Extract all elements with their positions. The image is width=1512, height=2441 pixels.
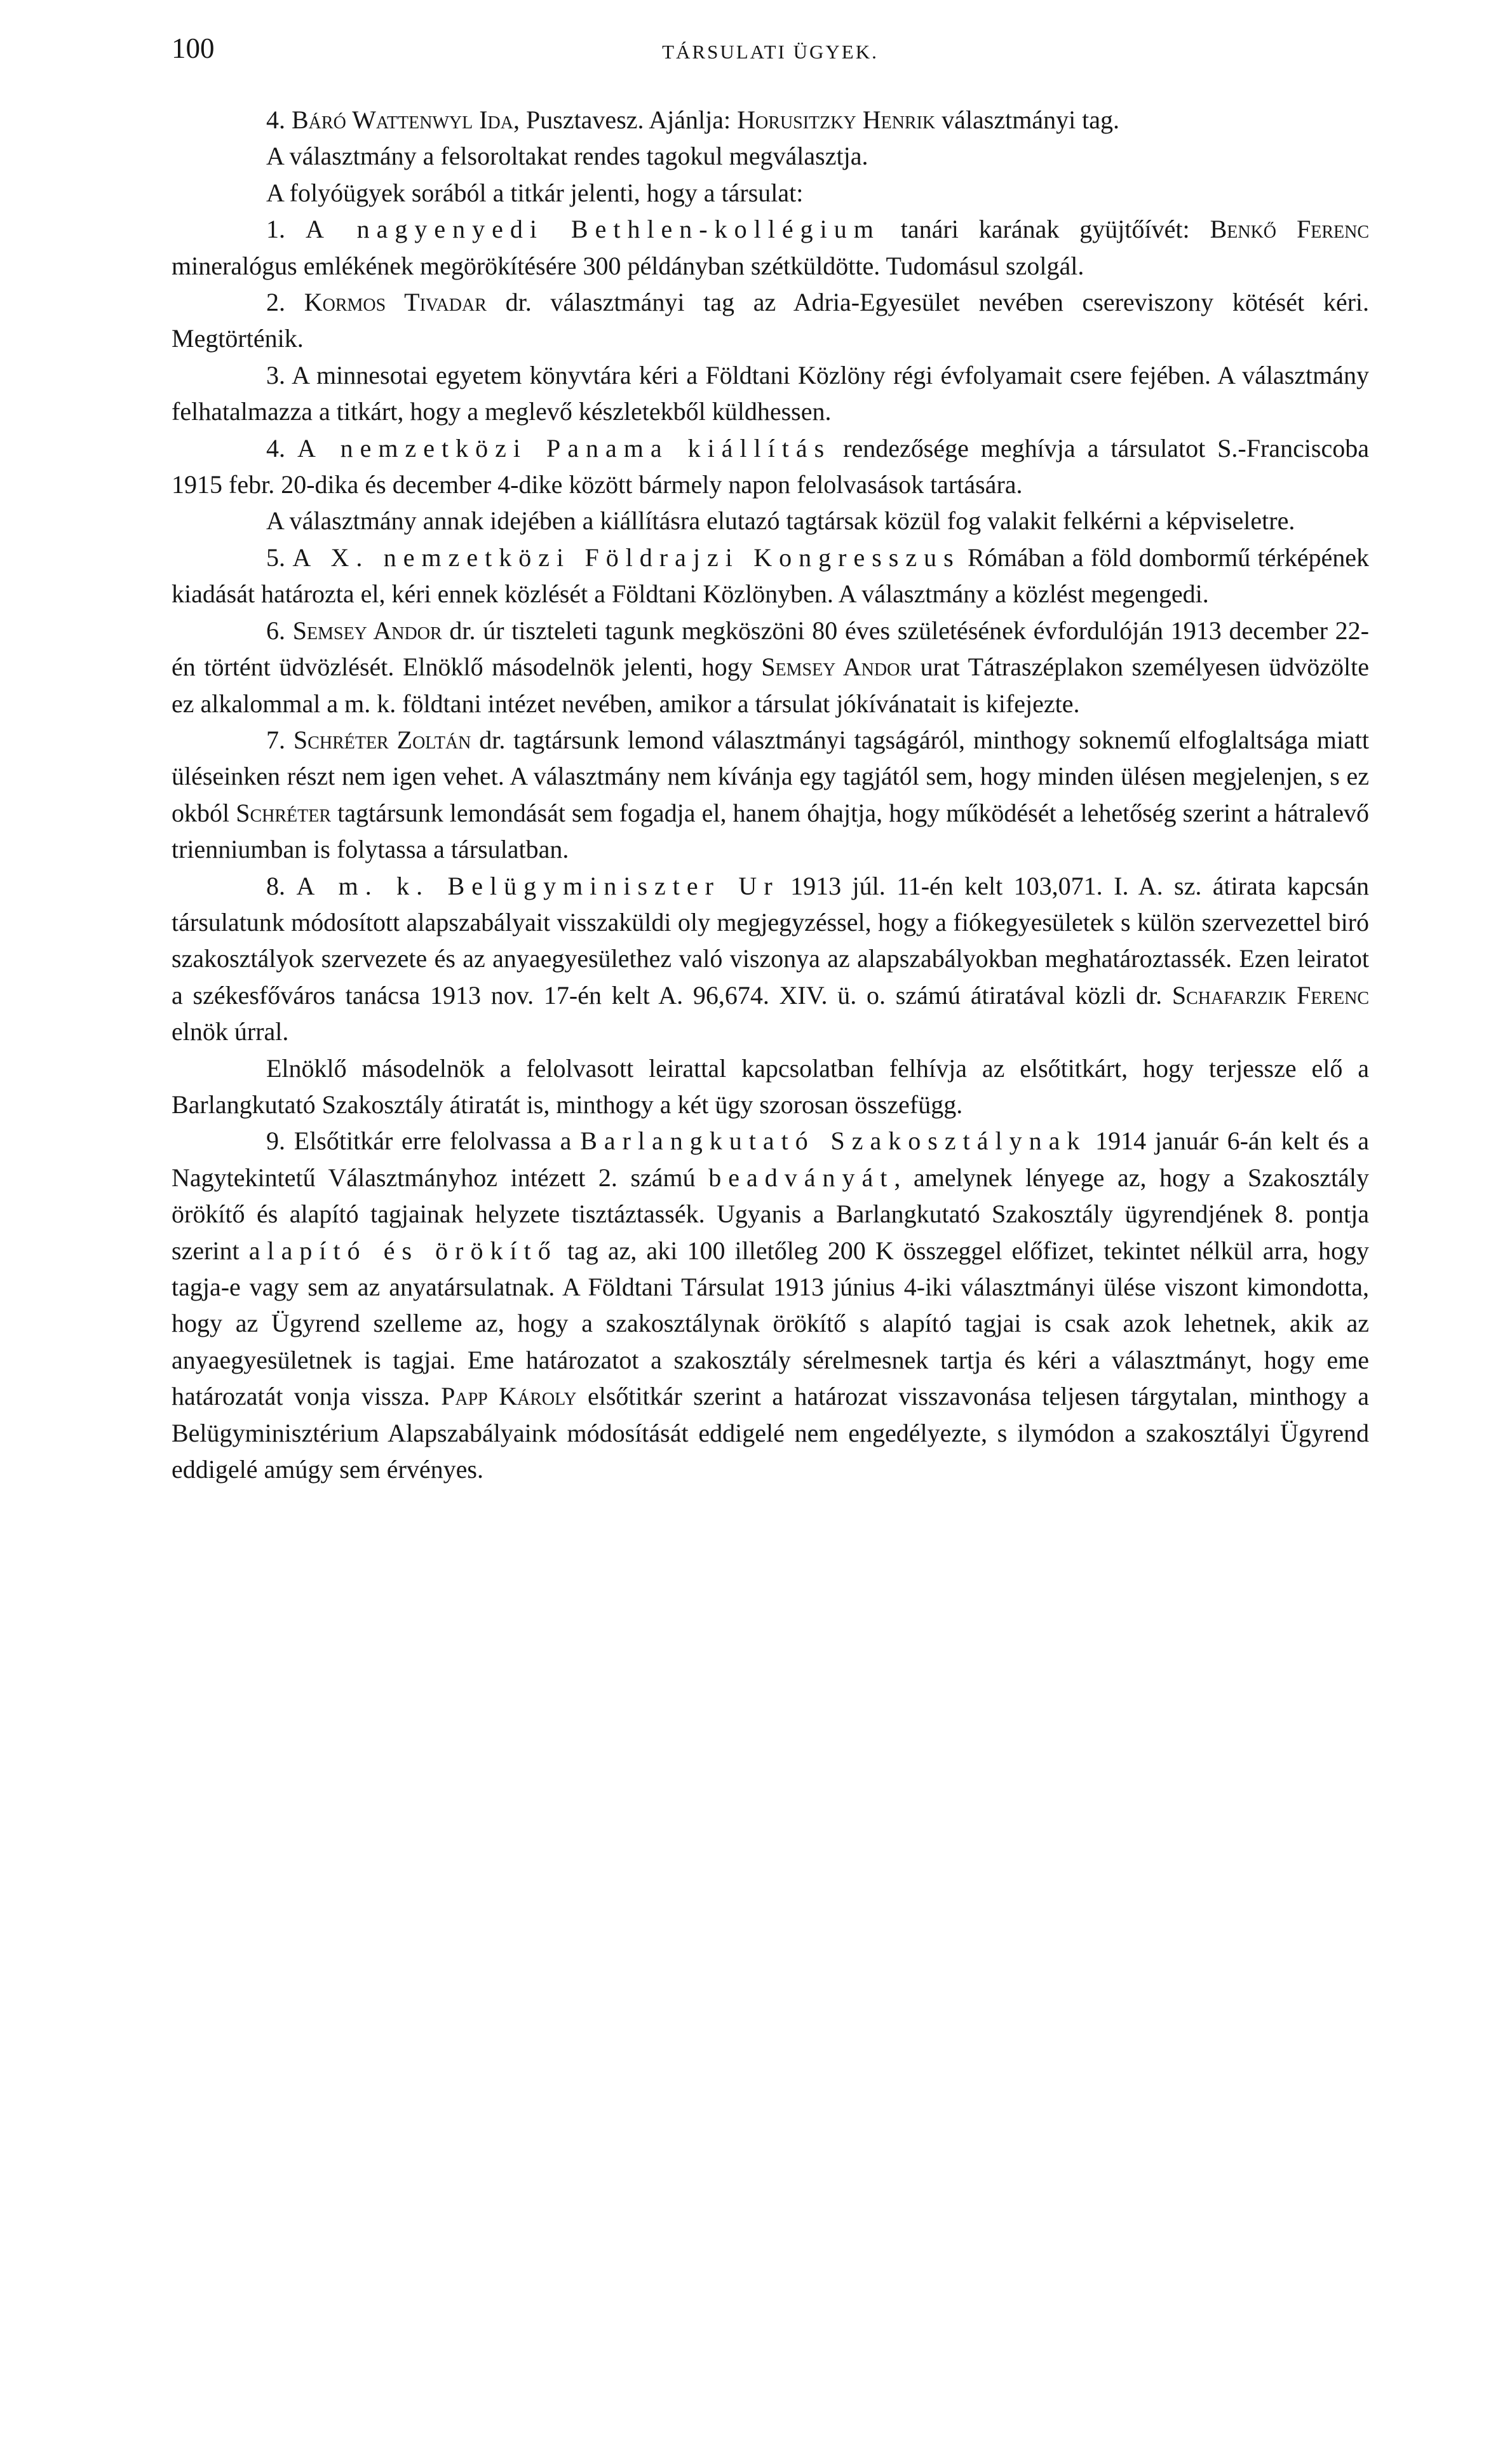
page-header — [172, 32, 1369, 76]
paragraph — [172, 211, 1369, 284]
text-run: elnök úrral. — [172, 1017, 289, 1046]
spaced-emphasis: A nagyenyedi Bethlen-kollégium — [305, 215, 881, 244]
text-run: dr. tagtársunk lemond választmányi tagságáról, minthogy soknemű elfoglaltsága miatt üléseinken részt nem igen vehet. A választmány nem kívánja egy tagjától sem, hogy minden ülésen megjelenjen, s ez okból — [172, 725, 1370, 827]
text-run: 6. — [266, 616, 293, 645]
paragraph — [172, 612, 1369, 722]
text-run: 5. — [266, 543, 293, 572]
spaced-emphasis: alapító és örökítő — [248, 1236, 558, 1265]
name-smallcaps: Schréter — [236, 798, 332, 827]
text-run: 1914 január 6-án kelt és a Nagytekintetű Választmányhoz intézett 2. számú — [172, 1126, 1369, 1192]
spaced-emphasis: beadványát — [708, 1163, 894, 1192]
text-run: dr. úr tiszteleti tagunk megköszöni 80 éves születésének évfordulóján 1913 december 22-én történt üdvözlését. Elnöklő másodelnök jelenti, hogy — [172, 616, 1369, 682]
running-title: TÁRSULATI ÜGYEK. — [662, 41, 879, 63]
text-run: választmányi tag. — [935, 105, 1120, 134]
name-smallcaps: Semsey Andor — [292, 616, 442, 645]
text-run: 9. Elsőtitkár erre felolvassa a — [266, 1126, 581, 1156]
text-run: dr. választmányi tag az Adria-Egyesület nevében csereviszony kötését kéri. Megtörténik. — [172, 288, 1370, 353]
body-text — [172, 102, 1369, 1487]
text-run: mineralógus emlékének megörökítésére 300 példányban szétküldötte. Tudomásul szolgál. — [172, 251, 1084, 280]
page-number: 100 — [172, 32, 215, 64]
name-smallcaps: Báró Wattenwyl Ida — [292, 105, 513, 134]
text-run: A választmány a felsoroltakat rendes tagokul megválasztja. — [266, 142, 868, 171]
paragraph — [172, 357, 1369, 430]
spaced-emphasis: Barlangkutató Szakosztálynak — [580, 1126, 1087, 1156]
paragraph — [172, 868, 1369, 1050]
paragraph — [172, 539, 1369, 612]
text-run: Elnöklő másodelnök a felolvasott leirattal kapcsolatban felhívja az elsőtitkárt, hogy terjessze elő a Barlangkutató Szakosztály átiratát is, minthogy a két ügy szorosan összefügg. — [172, 1053, 1369, 1119]
text-run: 7. — [266, 725, 294, 754]
paragraph — [172, 102, 1369, 138]
name-smallcaps: Schafarzik Ferenc — [1171, 980, 1369, 1010]
text-run: elsőtitkár szerint a határozat visszavonása teljesen tárgytalan, minthogy a Belügyminisztérium Alapszabályaink módosítását eddigelé nem engedélyezte, s ilymódon a szakosztályi Ügyrend eddigelé amúgy sem érvényes. — [172, 1382, 1369, 1484]
name-smallcaps: Benkő Ferenc — [1210, 215, 1369, 244]
name-smallcaps: Papp Károly — [441, 1382, 577, 1411]
text-run: 4. — [266, 433, 297, 463]
paragraph — [172, 284, 1369, 357]
name-smallcaps: Horusitzky Henrik — [737, 105, 936, 134]
text-run: rendezősége meghívja a társulatot S.-Franciscoba 1915 febr. 20-dika és december 4-dike között bármely napon felolvasások tartására. — [172, 433, 1370, 499]
spaced-emphasis: A nemzetközi Panama kiállítás — [297, 433, 832, 463]
text-run: urat Tátraszéplakon személyesen üdvözölte ez alkalommal a m. k. földtani intézet nevében, amikor a társulat jókívánatait is kifejezte. — [172, 653, 1369, 718]
text-run: 4. — [266, 105, 292, 134]
paragraph — [172, 1050, 1369, 1123]
text-run: 1913 júl. 11-én kelt 103,071. I. A. sz. átirata kapcsán társulatunk módosított alapszabályait visszaküldi oly megjegyzéssel, hogy a fiókegyesületek s külön szervezettel biró szakosztályok szervezete és az anyaegyesülethez való viszonya az alapszabályokban meghatároztassék. Ezen leiratot a székesfőváros tanácsa 1913 nov. 17-én kelt A. 96,674. XIV. ü. o. számú átiratával közli dr. — [172, 871, 1369, 1010]
paragraph — [172, 430, 1369, 503]
spaced-emphasis: A m. k. Belügyminiszter Ur — [296, 871, 780, 900]
paragraph — [172, 175, 1369, 211]
text-run: tag az, aki 100 illetőleg 200 K összeggel előfizet, tekintet nélkül arra, hogy tagja-e vagy sem az anyatársulatnak. A Földtani Társulat 1913 június 4-iki választmányi ülése viszont kimondotta, hogy az Ügyrend szelleme az, hogy a szakosztálynak örökítő s alapító tagjai is csak azok lehetnek, akik az anyaegyesületnek is tagjai. Eme határozatot a szakosztály sérelmesnek tartja és kéri a választmányt, hogy eme határozatát vonja vissza. — [172, 1236, 1370, 1411]
text-run: 3. A minnesotai egyetem könyvtára kéri a Földtani Közlöny régi évfolyamait csere fejében. A választmány felhatalmazza a titkárt, hogy a meglevő készletekből küldhessen. — [172, 360, 1369, 426]
text-run: tagtársunk lemondását sem fogadja el, hanem óhajtja, hogy működését a lehetőség szerint a hátralevő trienniumban is folytassa a társulatban. — [172, 798, 1369, 864]
name-smallcaps: Kormos Tivadar — [304, 288, 487, 317]
paragraph — [172, 1123, 1369, 1487]
paragraph — [172, 138, 1369, 174]
paragraph — [172, 503, 1369, 539]
text-run: 1. — [266, 215, 306, 244]
text-run: , Pusztavesz. Ajánlja: — [513, 105, 738, 134]
text-run: A választmány annak idejében a kiállításra elutazó tagtársak közül fog valakit felkérni a képviseletre. — [266, 506, 1295, 536]
text-run: , amelynek lényege az, hogy a Szakosztály örökítő és alapító tagjainak helyzete tisztáztassék. Ugyanis a Barlangkutató Szakosztály ügyrendjének 8. pontja szerint — [172, 1163, 1370, 1265]
spaced-emphasis: A X. nemzetközi Földrajzi Kongresszus — [292, 543, 961, 572]
text-run: A folyóügyek sorából a titkár jelenti, hogy a társulat: — [266, 178, 804, 207]
text-run: tanári karának gyüjtőívét: — [880, 215, 1210, 244]
document-page — [172, 32, 1369, 1487]
text-run: Rómában a föld dombormű térképének kiadását határozta el, kéri ennek közlését a Földtani Közlönyben. A választmány a közlést megengedi. — [172, 543, 1370, 609]
name-smallcaps: Schréter Zoltán — [293, 725, 471, 754]
paragraph — [172, 722, 1369, 868]
text-run: 8. — [266, 871, 297, 900]
name-smallcaps: Semsey Andor — [761, 653, 912, 682]
text-run: 2. — [266, 288, 304, 317]
